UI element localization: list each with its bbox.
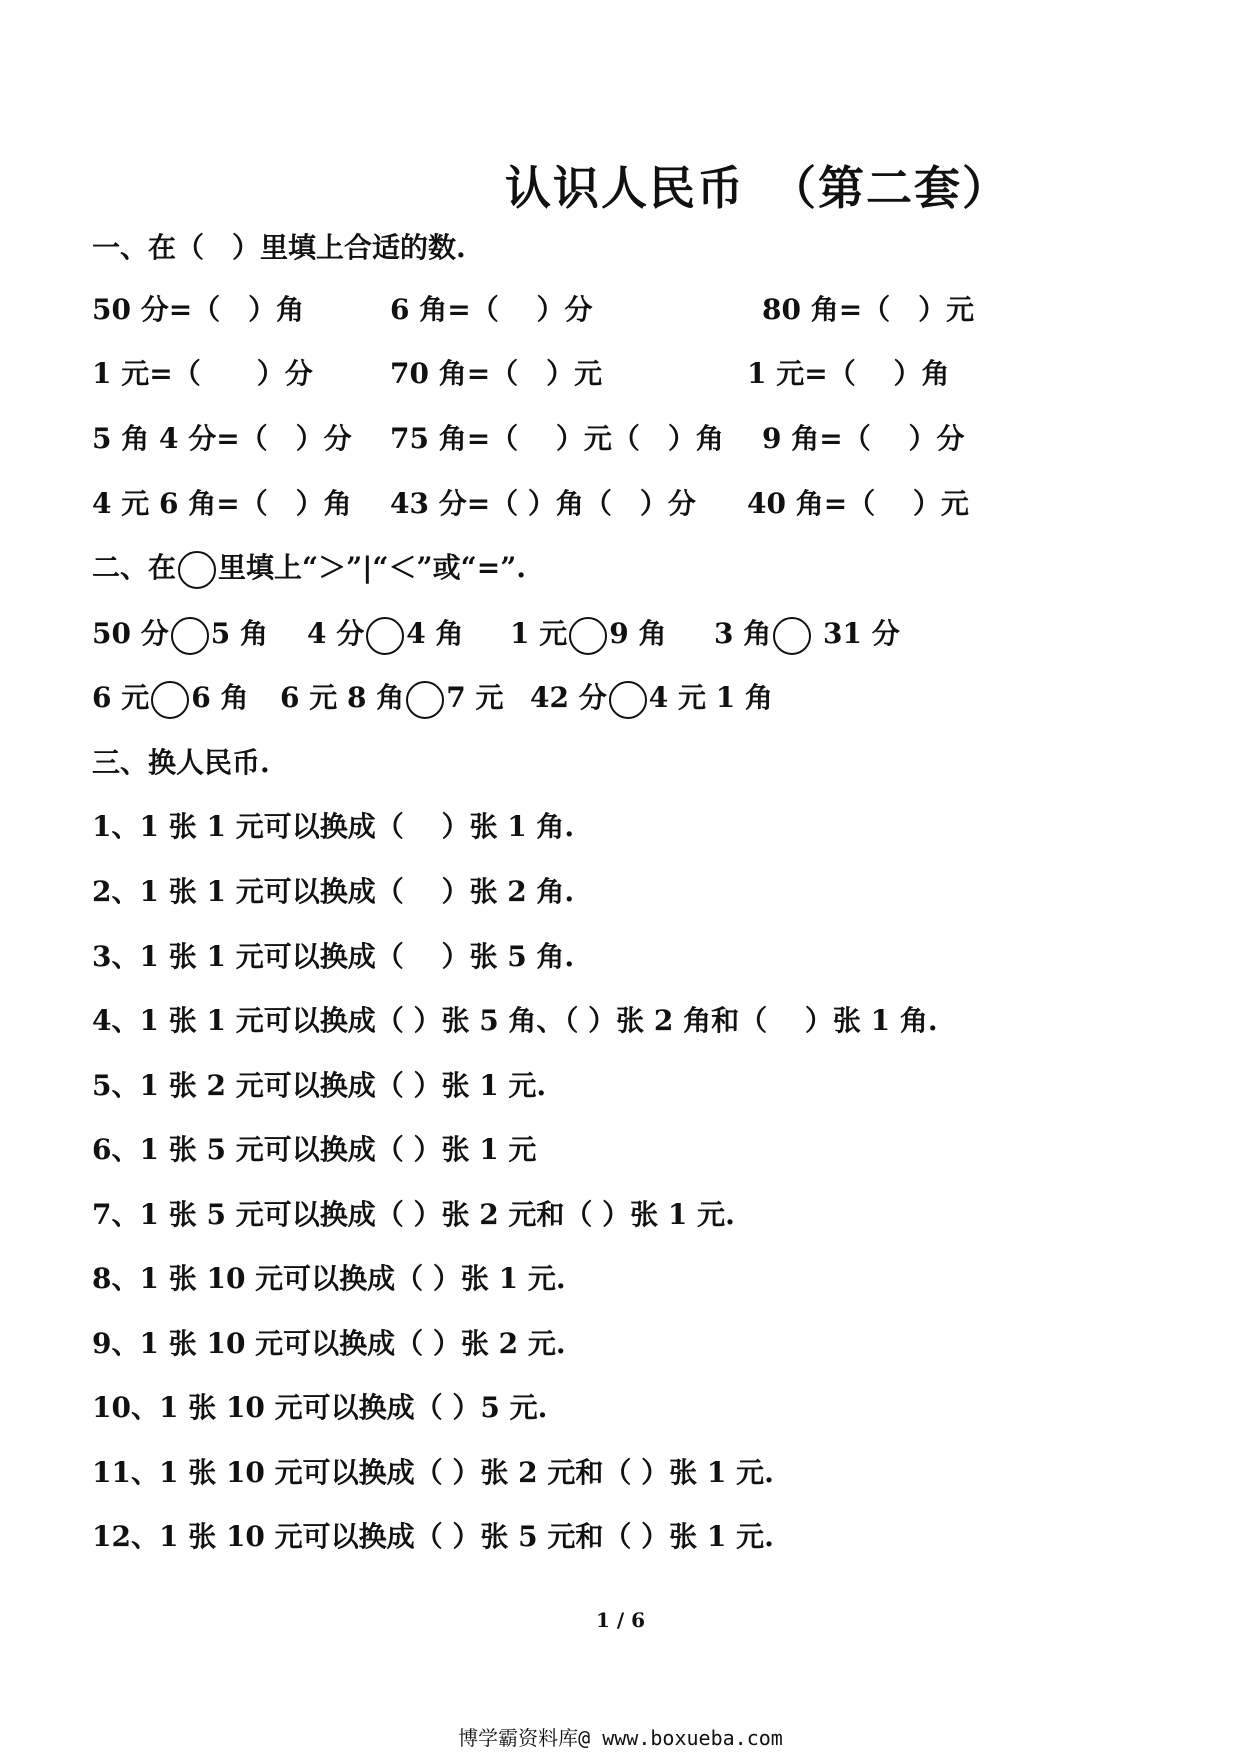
s3-item-3: 3、1 张 1 元可以换成（ ）张 5 角. — [92, 940, 575, 973]
s3-item-6: 6、1 张 5 元可以换成（ ）张 1 元 — [92, 1133, 537, 1166]
s1-item: 4 元 6 角=（ ）角 — [92, 487, 352, 520]
s3-item-5: 5、1 张 2 元可以换成（ ）张 1 元. — [92, 1069, 547, 1102]
compare-circle[interactable] — [773, 617, 811, 655]
s2-item: 4 分 4 角 — [307, 614, 463, 655]
s3-item-10: 10、1 张 10 元可以换成（ ）5 元. — [92, 1391, 548, 1424]
compare-circle[interactable] — [171, 617, 209, 655]
source-watermark: 博学霸资料库@ www.boxueba.com — [458, 1726, 783, 1750]
compare-circle[interactable] — [609, 681, 647, 719]
compare-circle-icon — [178, 551, 216, 589]
s1-item: 1 元=（ ）角 — [747, 357, 950, 390]
s3-item-12: 12、1 张 10 元可以换成（ ）张 5 元和（ ）张 1 元. — [92, 1520, 774, 1553]
s3-item-4: 4、1 张 1 元可以换成（ ）张 5 角、（ ）张 2 角和（ ）张 1 角. — [92, 1004, 938, 1037]
s2-heading-after: 里填上“＞”|“＜”或“=”. — [218, 551, 527, 584]
s1-item: 1 元=（ ）分 — [92, 357, 313, 390]
s2-item: 3 角 31 分 — [714, 614, 900, 655]
s3-item-1: 1、1 张 1 元可以换成（ ）张 1 角. — [92, 810, 575, 843]
compare-circle[interactable] — [406, 681, 444, 719]
s2-item: 6 元 8 角 7 元 — [280, 678, 503, 719]
s2-heading-before: 二、在 — [92, 551, 177, 584]
section-2-heading — [92, 548, 526, 588]
compare-circle[interactable] — [151, 681, 189, 719]
s2-item: 6 元 6 角 — [92, 678, 248, 719]
s1-item: 70 角=（ ）元 — [390, 357, 603, 390]
page-title: 认识人民币 （第二套） — [505, 161, 1010, 215]
s1-item: 5 角 4 分=（ ）分 — [92, 422, 352, 455]
s3-item-9: 9、1 张 10 元可以换成（ ）张 2 元. — [92, 1327, 566, 1360]
s1-item: 9 角=（ ）分 — [762, 422, 965, 455]
s3-item-11: 11、1 张 10 元可以换成（ ）张 2 元和（ ）张 1 元. — [92, 1456, 774, 1489]
page-number: 1 / 6 — [595, 1608, 646, 1632]
s1-item: 43 分=（ ）角（ ）分 — [390, 487, 696, 520]
s2-item: 42 分 4 元 1 角 — [530, 678, 773, 719]
s2-item: 1 元 9 角 — [510, 614, 666, 655]
s1-item: 50 分=（ ）角 — [92, 293, 305, 326]
compare-circle[interactable] — [569, 617, 607, 655]
section-3-heading: 三、换人民币. — [92, 746, 270, 779]
s2-item: 50 分 5 角 — [92, 614, 268, 655]
s1-item: 75 角=（ ）元（ ）角 — [390, 422, 724, 455]
s1-item: 6 角=（ ）分 — [390, 293, 593, 326]
s1-item: 80 角=（ ）元 — [762, 293, 975, 326]
section-1-heading: 一、在（ ）里填上合适的数. — [92, 231, 466, 264]
s3-item-2: 2、1 张 1 元可以换成（ ）张 2 角. — [92, 875, 575, 908]
compare-circle[interactable] — [366, 617, 404, 655]
s3-item-8: 8、1 张 10 元可以换成（ ）张 1 元. — [92, 1262, 566, 1295]
s3-item-7: 7、1 张 5 元可以换成（ ）张 2 元和（ ）张 1 元. — [92, 1198, 735, 1231]
s1-item: 40 角=（ ）元 — [747, 487, 969, 520]
